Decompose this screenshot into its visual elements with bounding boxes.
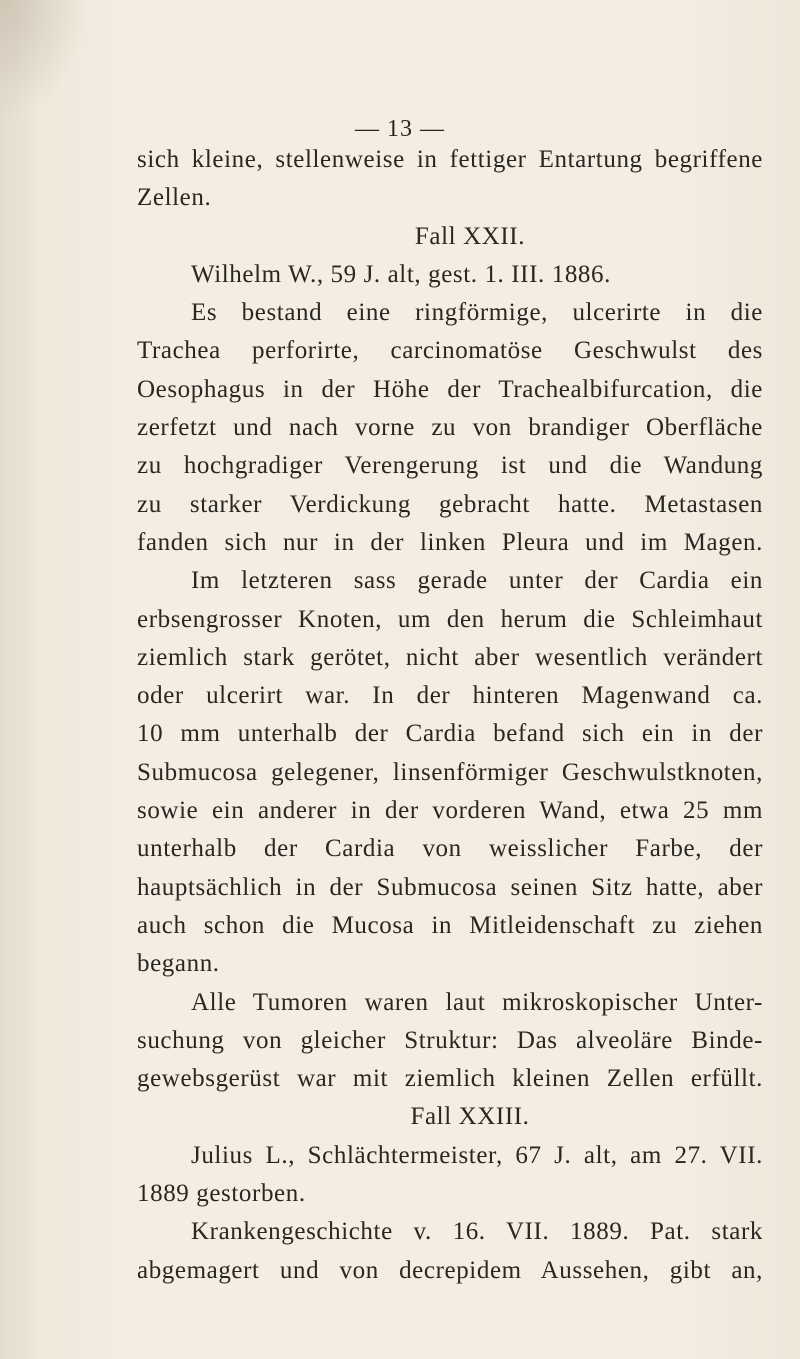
- text-line: Es bestand eine ringförmige, ulcerirte in die: [191, 299, 763, 327]
- text-line: zerfetzt und nach vorne zu von brandiger Oberfläche: [137, 414, 763, 442]
- text-line: ziemlich stark gerötet, nicht aber wesentlich verändert: [137, 643, 763, 671]
- section-heading: Fall XXII.: [414, 222, 526, 250]
- text-line: begann.: [137, 950, 220, 978]
- text-line: unterhalb der Cardia von weisslicher Farbe, der: [137, 835, 763, 863]
- page-number: — 13 —: [355, 116, 445, 142]
- text-line: auch schon die Mucosa in Mitleidenschaft zu ziehen: [137, 911, 763, 939]
- text-line: 1889 gestorben.: [137, 1180, 306, 1208]
- text-line: Oesophagus in der Höhe der Trachealbifurcation, die: [137, 375, 763, 403]
- text-line: Trachea perforirte, carcinomatöse Geschwulst des: [137, 337, 763, 365]
- text-line: abgemagert und von decrepidem Aussehen, gibt an,: [137, 1256, 763, 1284]
- text-line: zu hochgradiger Verengerung ist und die Wandung: [137, 452, 763, 480]
- text-line: erbsengrosser Knoten, um den herum die Schleimhaut: [137, 605, 763, 633]
- text-line: zu starker Verdickung gebracht hatte. Metastasen: [137, 490, 763, 518]
- text-line: oder ulcerirt war. In der hinteren Magenwand ca.: [137, 682, 763, 710]
- text-line: fanden sich nur in der linken Pleura und im Magen.: [137, 528, 763, 556]
- text-line: sowie ein anderer in der vorderen Wand, etwa 25 mm: [137, 797, 763, 825]
- section-heading: Fall XXIII.: [410, 1103, 530, 1131]
- text-line: Wilhelm W., 59 J. alt, gest. 1. III. 1886.: [191, 260, 611, 288]
- text-line: suchung von gleicher Struktur: Das alveoläre Binde-: [137, 1026, 763, 1054]
- text-line: Alle Tumoren waren laut mikroskopischer Unter-: [191, 988, 763, 1016]
- text-line: Julius L., Schlächtermeister, 67 J. alt, am 27. VII.: [191, 1141, 763, 1169]
- page-stain: [0, 0, 90, 120]
- text-line: hauptsächlich in der Submucosa seinen Sitz hatte, aber: [137, 873, 763, 901]
- text-line: gewebsgerüst war mit ziemlich kleinen Zellen erfüllt.: [137, 1065, 763, 1093]
- text-line: sich kleine, stellenweise in fettiger Entartung begriffene: [137, 146, 763, 173]
- text-line: Im letzteren sass gerade unter der Cardia ein: [191, 567, 763, 595]
- text-line: Krankengeschichte v. 16. VII. 1889. Pat. stark: [191, 1218, 763, 1246]
- body-text: [137, 141, 763, 1290]
- text-line: Zellen.: [137, 184, 212, 212]
- text-line: Submucosa gelegener, linsenförmiger Geschwulstknoten,: [137, 758, 763, 786]
- text-line: 10 mm unterhalb der Cardia befand sich ein in der: [137, 720, 763, 748]
